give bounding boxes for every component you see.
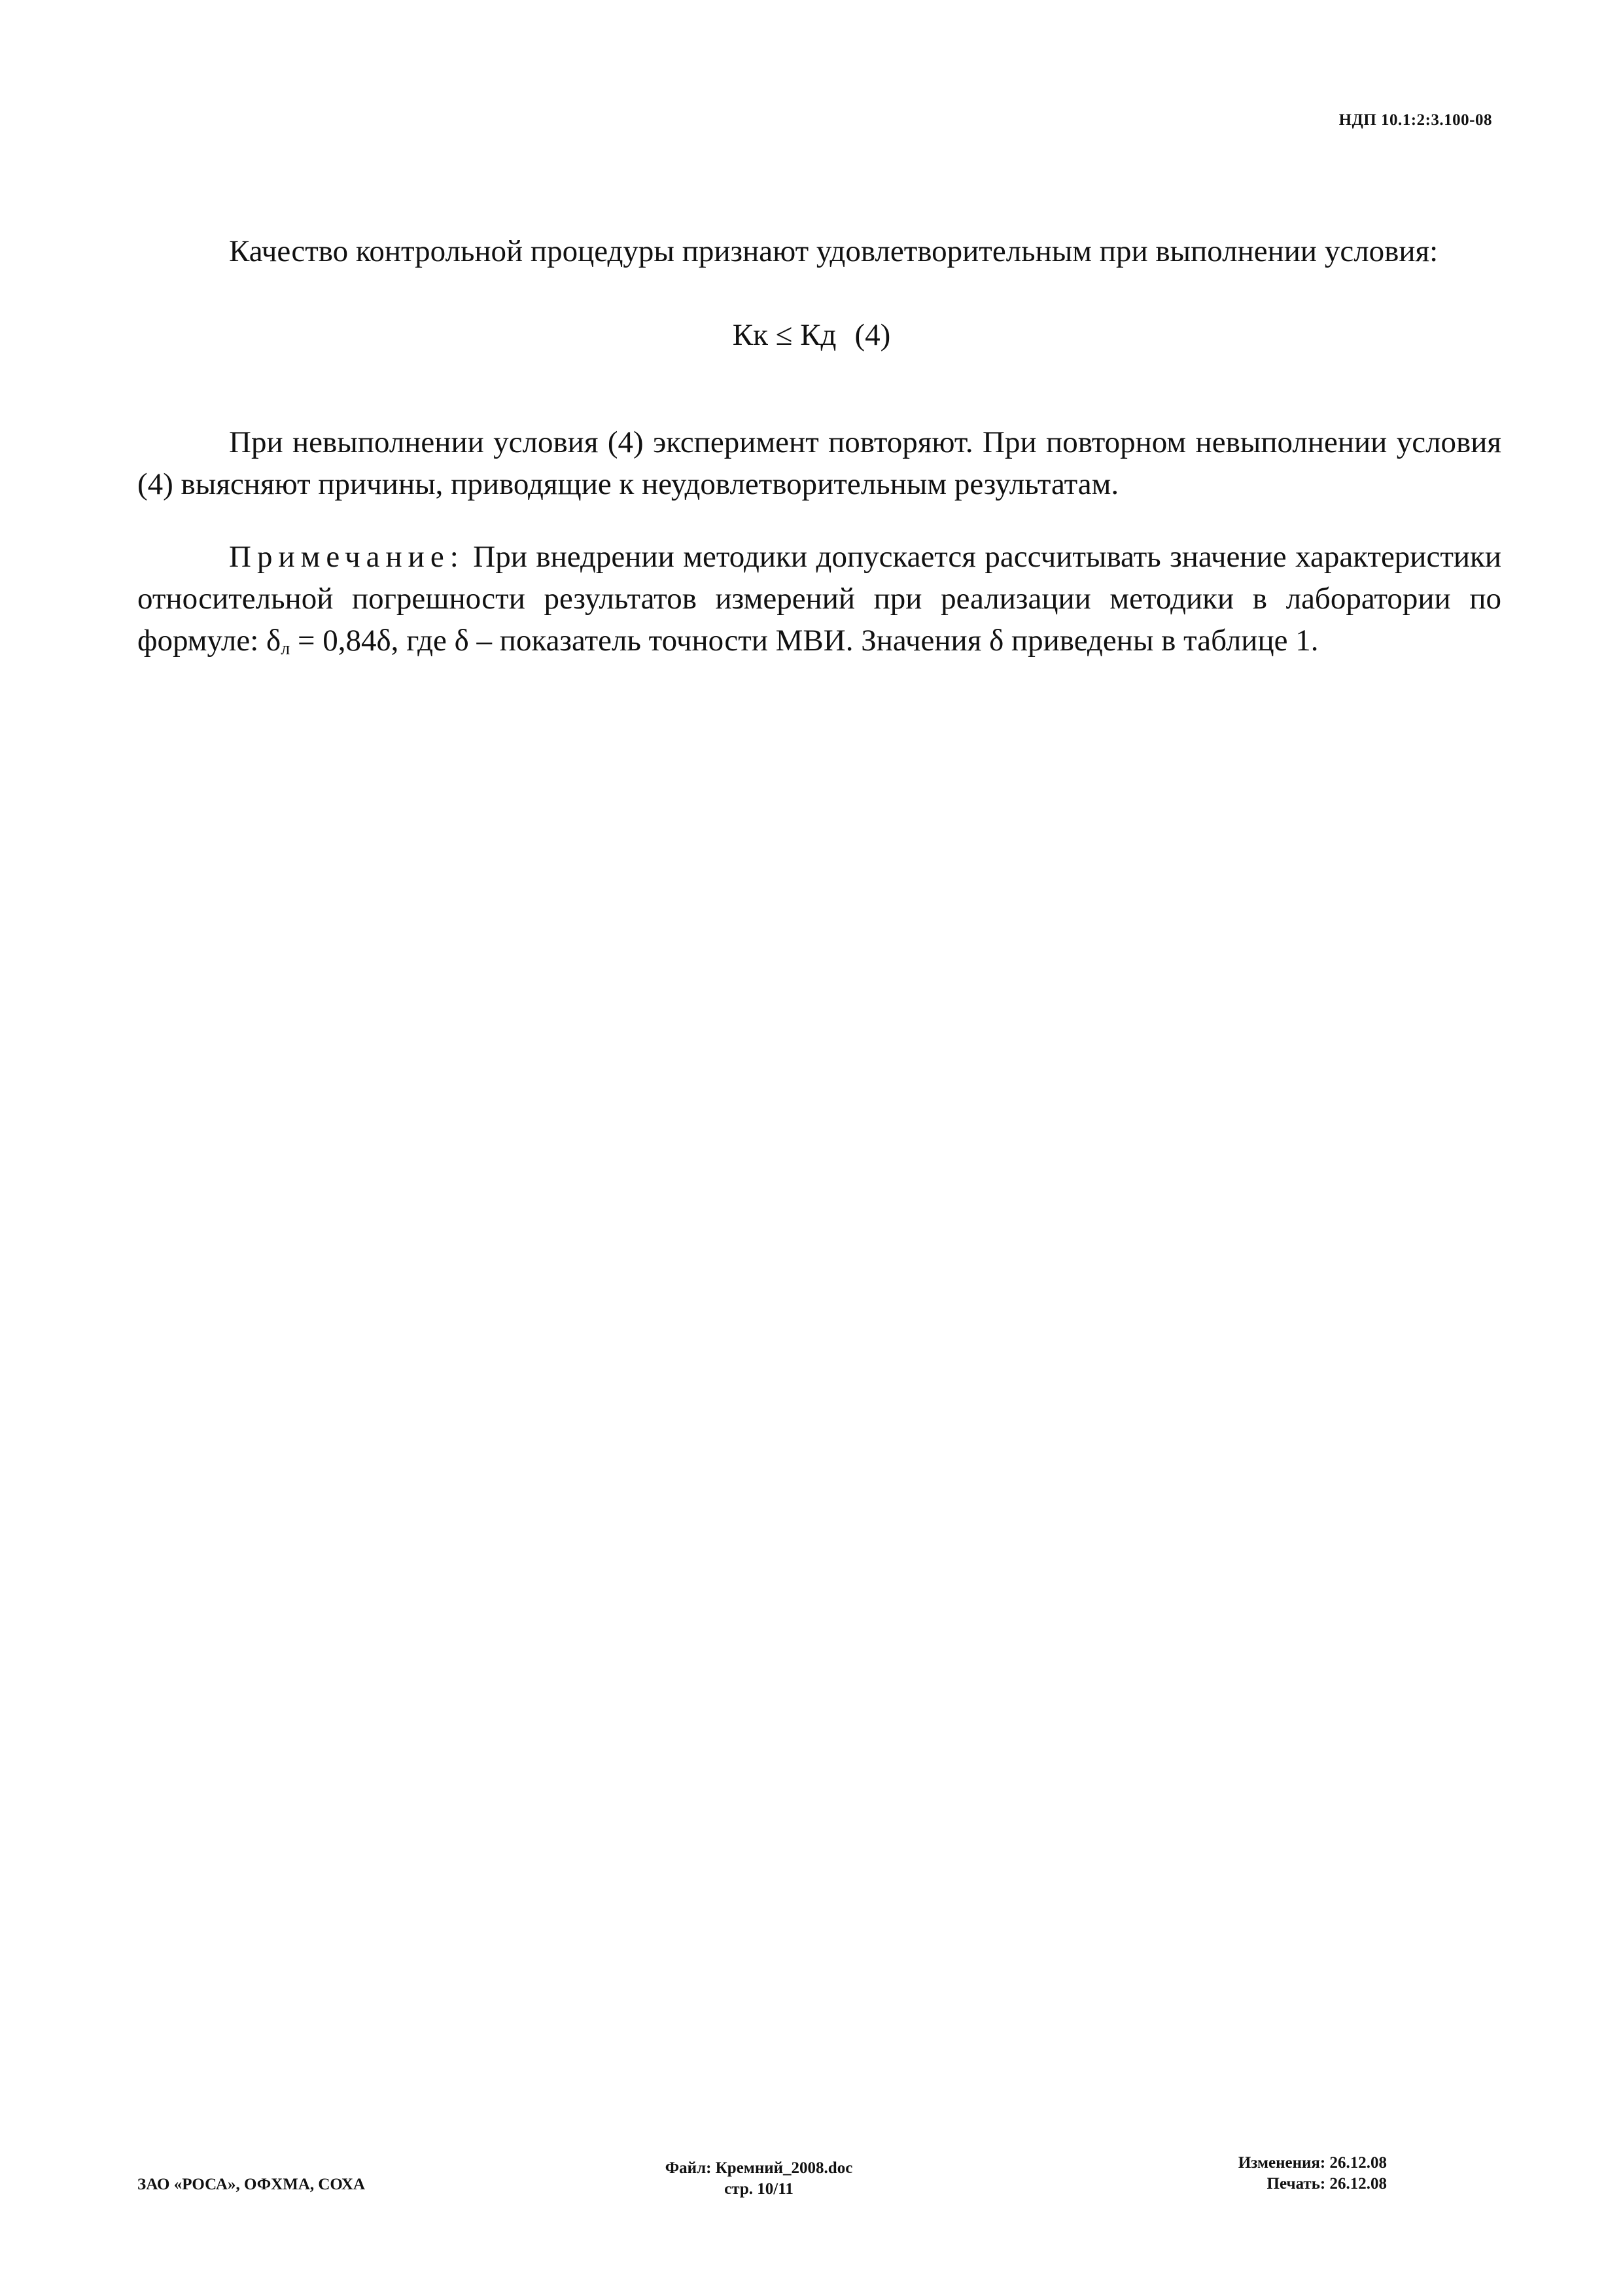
formula-number: (4)	[854, 318, 891, 352]
note-text-before: При внедрении методики допускается рассчитывать значение характеристики относительной погрешности результатов измерений при реализации методики в лаборатории по формуле: δ	[137, 540, 1502, 658]
note-text-after: = 0,84δ, где δ – показатель точности МВИ. Значения δ приведены в таблице 1.	[290, 624, 1319, 658]
note-paragraph	[137, 536, 1501, 670]
formula-4	[0, 314, 1623, 356]
footer-file-info	[589, 2158, 929, 2200]
note-label: Примечание:	[229, 540, 464, 574]
note-subscript: л	[281, 639, 290, 659]
paragraph-repeat-experiment: При невыполнении условия (4) эксперимент повторяют. При повторном невыполнении условия (4) выясняют причины, приводящие к неудовлетворительным результатам.	[137, 425, 1501, 501]
document-code: НДП 10.1:2:3.100-08	[1338, 111, 1492, 129]
footer-file-name: Файл: Кремний_2008.doc	[665, 2159, 853, 2177]
footer-page-number: стр. 10/11	[724, 2180, 794, 2198]
footer-print-date: Печать: 26.12.08	[1266, 2175, 1387, 2193]
footer-organization: ЗАО «РОСА», ОФХМА, СОХА	[137, 2176, 366, 2193]
formula-expression: Кк ≤ Кд	[732, 318, 837, 352]
paragraph-quality-condition: Качество контрольной процедуры признают удовлетворительным при выполнении условия:	[229, 234, 1439, 268]
footer-dates	[1086, 2153, 1387, 2195]
footer-changes-date: Изменения: 26.12.08	[1238, 2154, 1387, 2172]
